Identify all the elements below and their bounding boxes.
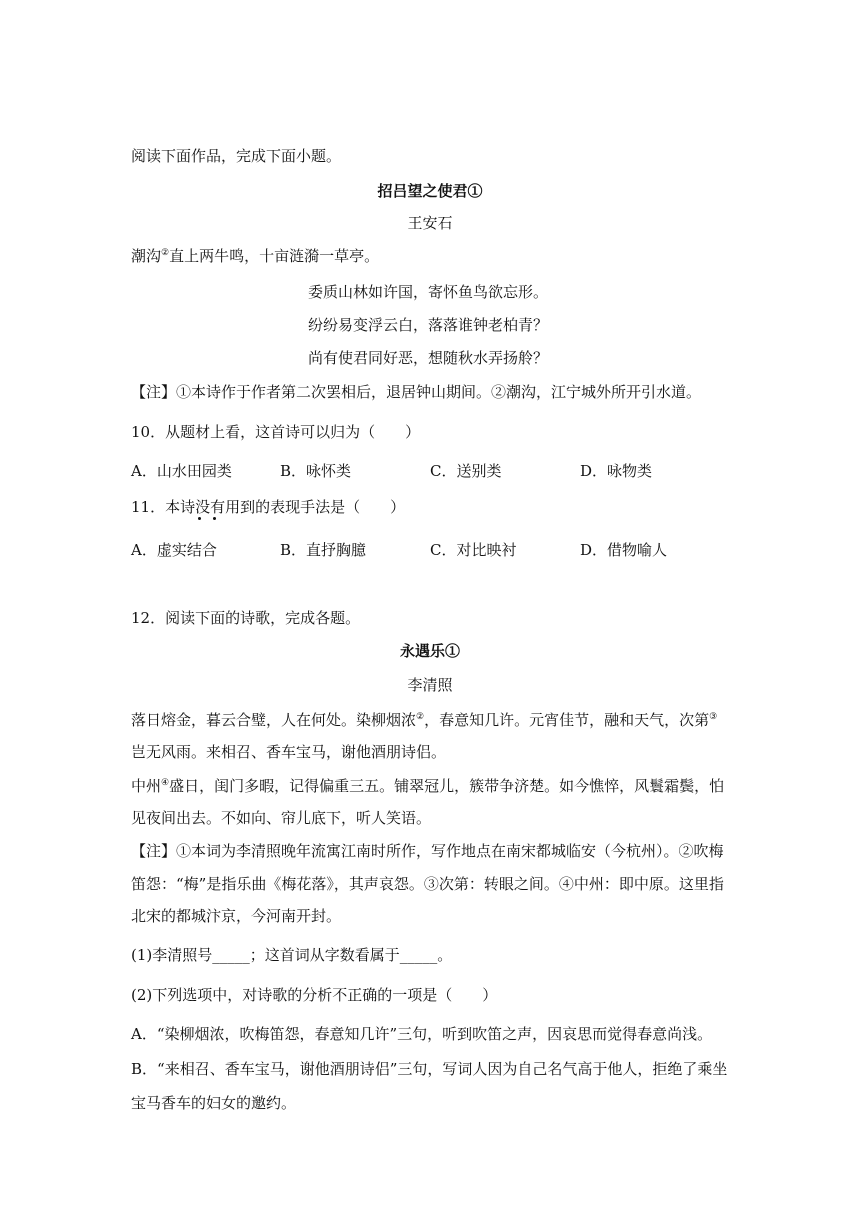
poem1-title: 招吕望之使君① (377, 182, 483, 200)
q10-option-d: D．咏物类 (580, 462, 653, 480)
q12-sub2: (2)下列选项中，对诗歌的分析不正确的一项是（ ） (131, 986, 498, 1004)
poem2-author: 李清照 (407, 676, 453, 694)
poem1-line1-b: 直上两牛鸣，十亩涟漪一草亭。 (169, 247, 380, 265)
poem2-note-line1: 【注】①本词为李清照晚年流寓江南时所作，写作地点在南宋都城临安（今杭州）。②吹梅 (131, 842, 724, 860)
poem2-para2-line1 (131, 776, 731, 796)
emphasis-dot (198, 517, 201, 520)
footnote-mark: ④ (161, 778, 170, 788)
q12-sub1: (1)李清照号_____；这首词从字数看属于_____。 (131, 946, 453, 964)
poem2-title: 永遇乐① (399, 642, 460, 660)
poem2-p2-l1-a: 中州 (131, 777, 162, 795)
q12-option-b-line2: 宝马香车的妇女的邀约。 (131, 1094, 297, 1112)
q11-option-c: C．对比映衬 (430, 541, 517, 559)
intro-text: 阅读下面作品，完成下面小题。 (131, 147, 342, 165)
footnote-mark: ② (161, 248, 170, 258)
q10-option-c: C．送别类 (430, 462, 502, 480)
q11-stem: 11．本诗没有用到的表现手法是（ ） (131, 498, 406, 516)
poem2-para1-line2: 岂无风雨。来相召、香车宝马，谢他酒朋诗侣。 (131, 743, 447, 761)
poem1-line1-a: 潮沟 (131, 247, 162, 265)
poem1-line4: 尚有使君同好恶，想随秋水弄扬舲？ (308, 349, 549, 367)
emphasis-dot (213, 517, 216, 520)
poem2-p1-l1-b: ，春意知几许。元宵佳节，融和天气，次第 (424, 711, 710, 729)
poem2-note-line2: 笛怨：“梅”是指乐曲《梅花落》，其声哀怨。③次第：转眼之间。④中州：即中原。这里指 (131, 875, 724, 893)
q12-stem: 12．阅读下面的诗歌，完成各题。 (131, 609, 361, 627)
poem1-author: 王安石 (407, 214, 453, 232)
poem1-line3: 纷纷易变浮云白，落落谁钟老柏青？ (308, 316, 549, 334)
poem1-note: 【注】①本诗作于作者第二次罢相后，退居钟山期间。②潮沟，江宁城外所开引水道。 (131, 383, 702, 401)
q12-option-a: A．“染柳烟浓，吹梅笛怨，春意知几许”三句，听到吹笛之声，因哀思而觉得春意尚浅。 (131, 1025, 713, 1043)
q10-stem: 10．从题材上看，这首诗可以归为（ ） (131, 423, 421, 441)
q10-option-b: B．咏怀类 (280, 462, 352, 480)
poem2-para2-line2: 见夜间出去。不如向、帘儿底下，听人笑语。 (131, 809, 432, 827)
q11-option-b: B．直抒胸臆 (280, 541, 367, 559)
poem2-p2-l1-b: 盛日，闺门多暇，记得偏重三五。铺翠冠儿，簇带争济楚。如今憔悴，风鬟霜鬓，怕 (169, 777, 725, 795)
q11-option-a: A．虚实结合 (131, 541, 217, 559)
poem2-para1-line1 (131, 710, 731, 730)
poem1-line1 (131, 246, 731, 266)
footnote-mark: ② (416, 712, 425, 722)
q12-option-b-line1: B．“来相召、香车宝马，谢他酒朋诗侣”三句，写词人因为自己名气高于他人，拒绝了乘坐 (131, 1060, 728, 1078)
poem2-note-line3: 北宋的都城汴京，今河南开封。 (131, 907, 342, 925)
footnote-mark: ③ (709, 712, 718, 722)
poem1-line2: 委质山林如许国，寄怀鱼鸟欲忘形。 (308, 283, 549, 301)
poem2-p1-l1-a: 落日熔金，暮云合璧，人在何处。染柳烟浓 (131, 711, 417, 729)
q10-option-a: A．山水田园类 (131, 462, 232, 480)
q11-option-d: D．借物喻人 (580, 541, 668, 559)
